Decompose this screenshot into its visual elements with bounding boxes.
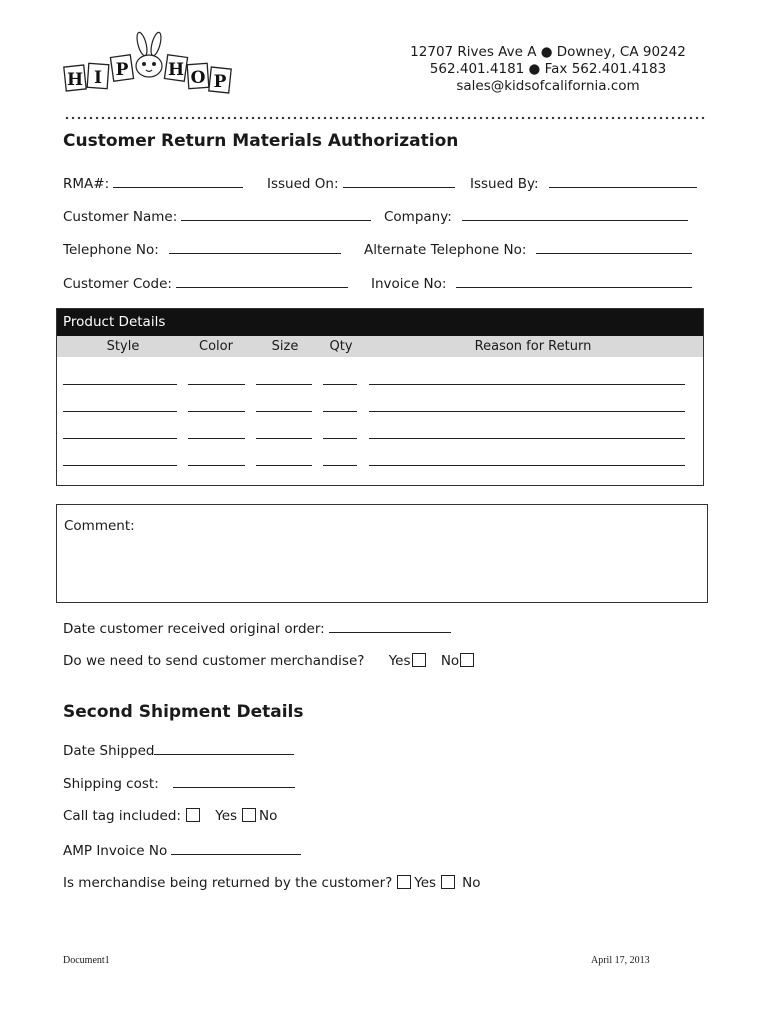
send-merchandise-label: Do we need to send customer merchandise? <box>63 653 365 669</box>
amp-invoice-line[interactable] <box>171 842 301 855</box>
alt-telephone-label: Alternate Telephone No: <box>364 242 527 258</box>
rma-field[interactable] <box>63 175 243 192</box>
send-merch-no-label: No <box>440 653 460 669</box>
form-title: Customer Return Materials Authorization <box>63 131 459 151</box>
svg-text:P: P <box>115 60 129 80</box>
column-style: Style <box>106 339 140 354</box>
color-line[interactable] <box>188 438 245 439</box>
returned-no-label: No <box>462 875 481 891</box>
size-line[interactable] <box>256 438 312 439</box>
customer-name-label: Customer Name: <box>63 209 178 225</box>
send-merch-no-checkbox[interactable] <box>460 653 474 667</box>
invoice-label: Invoice No: <box>371 276 447 292</box>
invoice-line[interactable] <box>456 275 692 288</box>
alt-telephone-field[interactable] <box>364 241 692 258</box>
second-shipment-heading: Second Shipment Details <box>63 702 304 722</box>
svg-text:I: I <box>94 68 102 88</box>
bunny-icon <box>135 31 163 77</box>
company-line[interactable] <box>462 208 688 221</box>
style-line[interactable] <box>63 411 177 412</box>
amp-invoice-field[interactable] <box>63 842 301 859</box>
address-line: 12707 Rives Ave A ● Downey, CA 90242 <box>410 44 686 60</box>
product-columns-header <box>57 336 703 357</box>
date-shipped-label: Date Shipped <box>63 743 155 759</box>
customer-name-line[interactable] <box>181 208 371 221</box>
call-tag-question <box>63 808 277 824</box>
dotted-divider <box>64 116 706 120</box>
size-line[interactable] <box>256 465 312 466</box>
style-line[interactable] <box>63 384 177 385</box>
call-tag-label: Call tag included: <box>63 808 181 824</box>
issued-on-label: Issued On: <box>267 176 339 192</box>
customer-code-field[interactable] <box>63 275 348 292</box>
returned-yes-checkbox[interactable] <box>397 875 411 889</box>
returned-no-checkbox[interactable] <box>441 875 455 889</box>
send-merchandise-question <box>63 653 477 669</box>
date-received-label: Date customer received original order: <box>63 621 325 637</box>
qty-line[interactable] <box>323 438 357 439</box>
svg-text:P: P <box>213 72 227 92</box>
size-line[interactable] <box>256 411 312 412</box>
telephone-field[interactable] <box>63 241 341 258</box>
shipping-cost-field[interactable] <box>63 775 295 792</box>
qty-line[interactable] <box>323 465 357 466</box>
phone-line: 562.401.4181 ● Fax 562.401.4183 <box>429 61 667 77</box>
reason-line[interactable] <box>369 384 685 385</box>
call-tag-yes-label: Yes <box>215 808 238 824</box>
svg-text:H: H <box>66 70 84 90</box>
shipping-cost-label: Shipping cost: <box>63 776 159 792</box>
product-details-heading: Product Details <box>57 309 703 336</box>
style-line[interactable] <box>63 465 177 466</box>
comment-label: Comment: <box>64 518 135 534</box>
reason-line[interactable] <box>369 411 685 412</box>
telephone-line[interactable] <box>169 241 341 254</box>
footer-document-name: Document1 <box>63 955 110 966</box>
call-tag-no-checkbox[interactable] <box>242 808 256 822</box>
returned-yes-label: Yes <box>414 875 437 891</box>
color-line[interactable] <box>188 411 245 412</box>
send-merch-yes-label: Yes <box>388 653 411 669</box>
company-address <box>380 44 716 95</box>
company-label: Company: <box>384 209 452 225</box>
issued-by-field[interactable] <box>470 175 697 192</box>
comment-box[interactable] <box>56 504 708 603</box>
customer-name-field[interactable] <box>63 208 371 225</box>
date-shipped-line[interactable] <box>154 742 294 755</box>
customer-code-line[interactable] <box>176 275 348 288</box>
issued-on-field[interactable] <box>267 175 455 192</box>
qty-line[interactable] <box>323 384 357 385</box>
alt-telephone-line[interactable] <box>536 241 692 254</box>
column-qty: Qty <box>329 339 353 354</box>
call-tag-no-label: No <box>259 808 278 824</box>
svg-text:O: O <box>190 68 206 88</box>
rma-label: RMA#: <box>63 176 110 192</box>
issued-on-line[interactable] <box>343 175 455 188</box>
date-received-field[interactable] <box>63 620 451 637</box>
date-received-line[interactable] <box>329 620 451 633</box>
rma-line[interactable] <box>113 175 243 188</box>
company-field[interactable] <box>384 208 688 225</box>
returned-by-customer-label: Is merchandise being returned by the customer? <box>63 875 393 891</box>
size-line[interactable] <box>256 384 312 385</box>
issued-by-line[interactable] <box>549 175 697 188</box>
shipping-cost-line[interactable] <box>173 775 295 788</box>
call-tag-yes-checkbox[interactable] <box>186 808 200 822</box>
amp-invoice-label: AMP Invoice No <box>63 843 168 859</box>
color-line[interactable] <box>188 465 245 466</box>
style-line[interactable] <box>63 438 177 439</box>
reason-line[interactable] <box>369 465 685 466</box>
hip-hop-logo <box>62 30 232 102</box>
svg-text:HIP HOP: HIP HOP <box>147 100 152 101</box>
column-size: Size <box>271 339 299 354</box>
qty-line[interactable] <box>323 411 357 412</box>
telephone-label: Telephone No: <box>63 242 159 258</box>
svg-text:H: H <box>167 60 185 80</box>
color-line[interactable] <box>188 384 245 385</box>
column-color: Color <box>199 339 233 354</box>
returned-by-customer-question <box>63 875 480 891</box>
date-shipped-field[interactable] <box>63 742 294 759</box>
email-line: sales@kidsofcalifornia.com <box>456 78 640 94</box>
issued-by-label: Issued By: <box>470 176 539 192</box>
column-reason: Reason for Return <box>474 339 592 354</box>
send-merch-yes-checkbox[interactable] <box>412 653 426 667</box>
footer-date: April 17, 2013 <box>591 955 650 966</box>
invoice-field[interactable] <box>371 275 692 292</box>
customer-code-label: Customer Code: <box>63 276 172 292</box>
reason-line[interactable] <box>369 438 685 439</box>
product-details-table <box>56 308 704 486</box>
